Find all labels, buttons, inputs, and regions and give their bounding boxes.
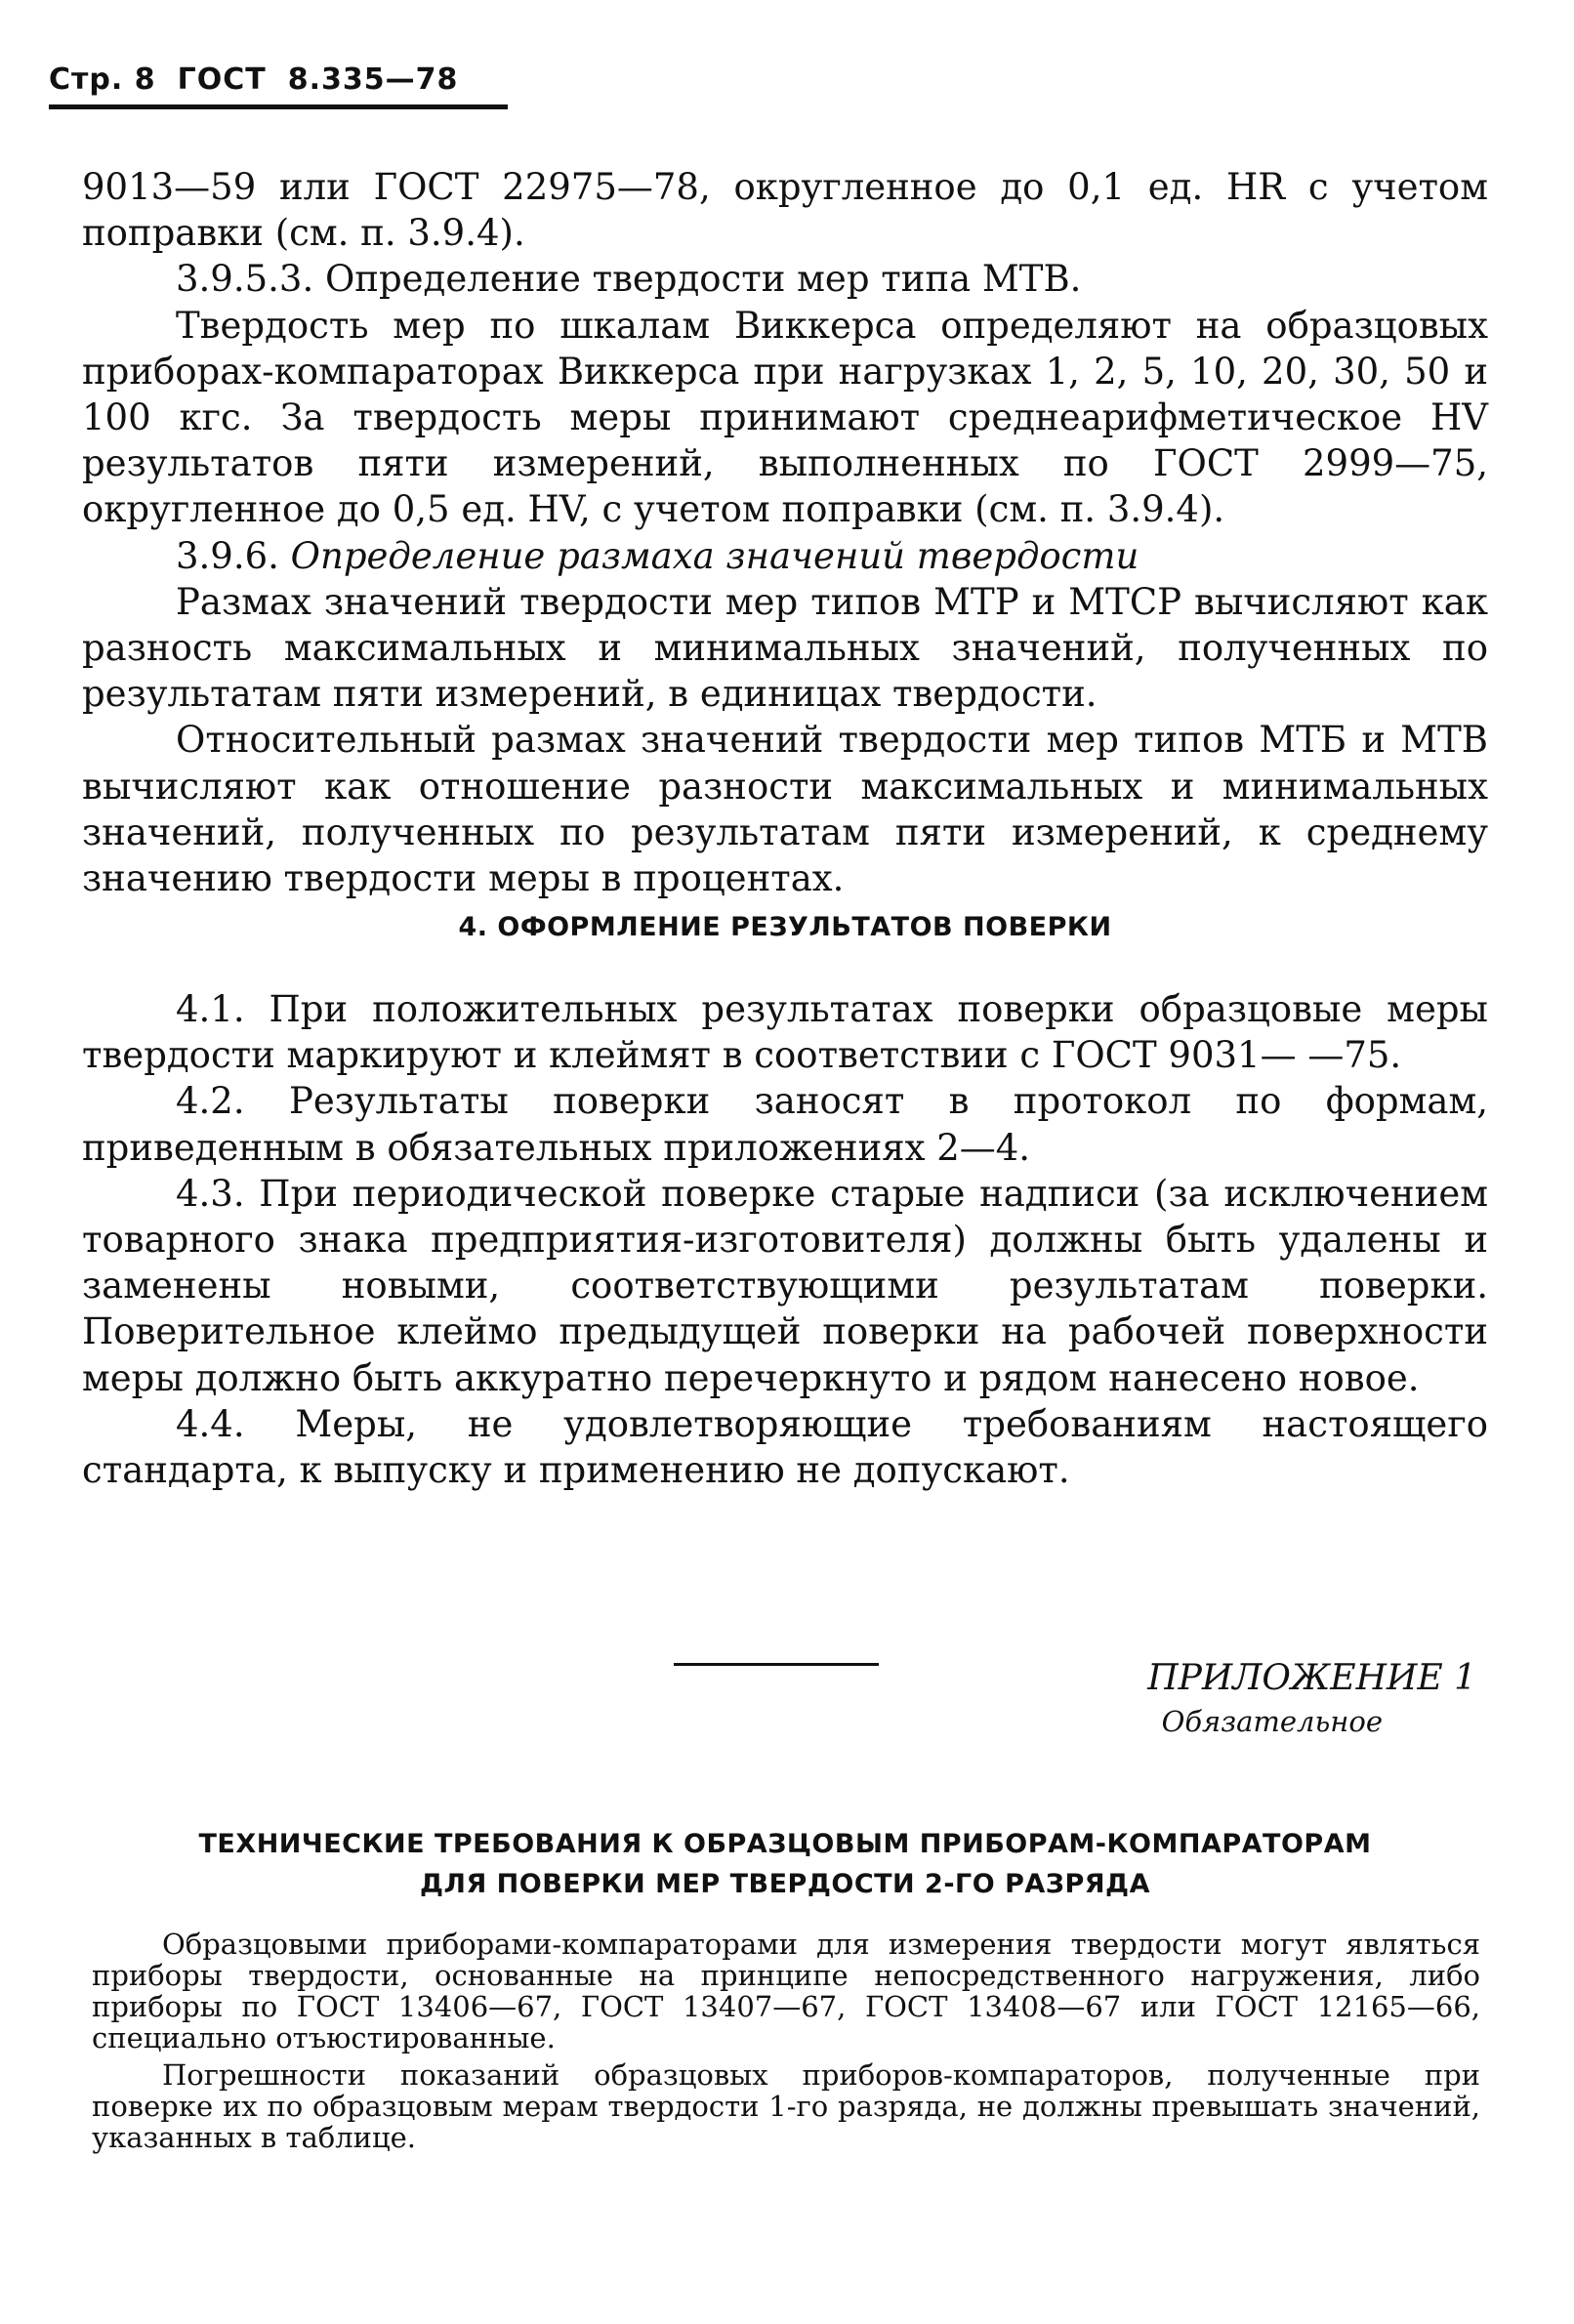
section-divider [674,1663,879,1666]
appendix-paragraph-2: Погрешности показаний образцовых приборов-компараторов, полученные при поверке их по образцовым мерам твердости 1-го разряда, не должны превышать значений, указанных в таблице. [92,2058,1480,2154]
appendix-body [92,1929,1480,2153]
paragraph-4-4: 4.4. Меры, не удовлетворяющие требованиям настоящего стандарта, к выпуску и применению не допускают. [82,1402,1488,1492]
page-number: Стр. 8 [49,62,156,97]
paragraph-range: Размах значений твердости мер типов МТР и МТСР вычисляют как разность максимальных и минимальных значений, полученных по результатам пяти измерений, в единицах твердости. [82,580,1488,716]
standard-label: ГОСТ [177,62,267,97]
appendix-title-line-1: ТЕХНИЧЕСКИЕ ТРЕБОВАНИЯ К ОБРАЗЦОВЫМ ПРИБОРАМ-КОМПАРАТОРАМ [198,1829,1372,1859]
appendix-label: ПРИЛОЖЕНИЕ 1 [1147,1658,1476,1698]
appendix-paragraph-1: Образцовыми приборами-компараторами для измерения твердости могут являться приборы твердости, основанные на принципе непосредственного нагружения, либо приборы по ГОСТ 13406—67, ГОСТ 13407—67, ГОСТ 13408—67 или ГОСТ 12165—66, специально отъюстированные. [92,1928,1480,2054]
appendix-sublabel: Обязательное [1161,1705,1383,1738]
clause-title: Определение размаха значений твердости [290,534,1139,577]
appendix-title-line-2: ДЛЯ ПОВЕРКИ МЕР ТВЕРДОСТИ 2-ГО РАЗРЯДА [420,1869,1150,1899]
section-4-title: 4. ОФОРМЛЕНИЕ РЕЗУЛЬТАТОВ ПОВЕРКИ [458,912,1112,942]
appendix-title [82,1824,1488,1904]
section-4-body [82,986,1488,1493]
paragraph-vickers: Твердость мер по шкалам Виккерса определяют на образцовых приборах-компараторах Виккерса при нагрузках 1, 2, 5, 10, 20, 30, 50 и 100 кгс. За твердость меры принимают среднеарифметическое HV результатов пяти измерений, выполненных по ГОСТ 2999—75, округленное до 0,5 ед. HV, с учетом поправки (см. п. 3.9.4). [82,304,1488,531]
paragraph-4-1: 4.1. При положительных результатах поверки образцовые меры твердости маркируют и клеймят в соответствии с ГОСТ 9031— —75. [82,988,1488,1077]
page-header [49,62,508,109]
standard-number: 8.335—78 [287,62,459,97]
paragraph-3-9-5-3: 3.9.5.3. Определение твердости мер типа МТВ. [176,258,1082,301]
paragraph-4-3: 4.3. При периодической поверке старые надписи (за исключением товарного знака предприятия-изготовителя) должны быть удалены и заменены новыми, соответствующими результатам поверки. Поверительное клеймо предыдущей поверки на рабочей поверхности меры должно быть аккуратно перечеркнуто и рядом нанесено новое. [82,1172,1488,1399]
section-3-continuation [82,164,1488,901]
clause-number: 3.9.6. [176,534,279,577]
paragraph-4-2: 4.2. Результаты поверки заносят в протокол по формам, приведенным в обязательных приложениях 2—4. [82,1080,1488,1169]
paragraph-relative-range: Относительный размах значений твердости мер типов МТБ и МТВ вычисляют как отношение разности максимальных и минимальных значений, полученных по результатам пяти измерений, к среднему значению твердости меры в процентах. [82,719,1488,900]
paragraph-3-9-6 [82,533,1488,579]
paragraph-3-9-5-2-end: 9013—59 или ГОСТ 22975—78, округленное до 0,1 ед. HR с учетом поправки (см. п. 3.9.4). [82,166,1488,255]
